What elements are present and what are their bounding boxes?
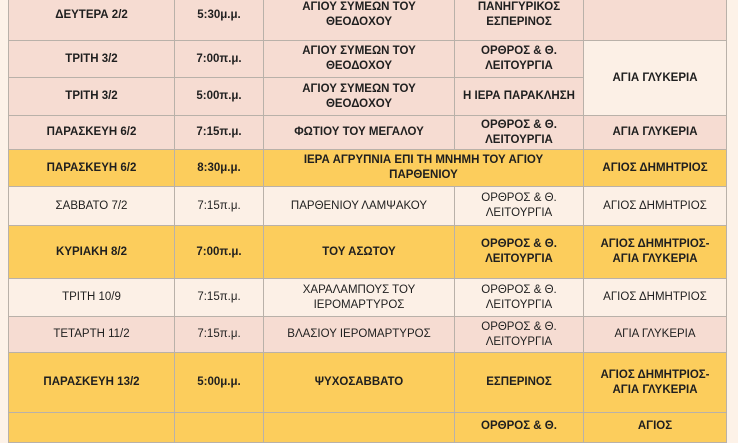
service-cell: Η ΙΕΡΑ ΠΑΡΑΚΛΗΣΗ: [455, 78, 584, 116]
church-text: ΑΓΙΟΣ: [637, 420, 673, 432]
saint-cell: ΠΑΡΘΕΝΙΟΥ ΛΑΜΨΑΚΟΥ: [264, 187, 455, 226]
day-cell: ΤΡΙΤΗ 10/9: [9, 279, 175, 317]
table-row: [9, 187, 727, 226]
saint-cell: ΤΟΥ ΑΣΩΤΟΥ: [264, 226, 455, 279]
table-row: [9, 150, 727, 187]
saint-cell-empty: [264, 413, 455, 443]
day-cell: ΣΑΒΒΑΤΟ 7/2: [9, 187, 175, 226]
service-cell: ΠΑΝΗΓΥΡΙΚΟΣ ΕΣΠΕΡΙΝΟΣ: [455, 0, 584, 41]
service-cell: ΟΡΘΡΟΣ & Θ. ΛΕΙΤΟΥΡΓΙΑ: [455, 279, 584, 317]
saint-cell: ΙΕΡΑ ΑΓΡΥΠΝΙΑ ΕΠΙ ΤΗ ΜΝΗΜΗ ΤΟΥ ΑΓΙΟΥ ΠΑΡΘΕΝΙΟΥ: [264, 150, 584, 187]
service-cell: ΟΡΘΡΟΣ & Θ. ΛΕΙΤΟΥΡΓΙΑ: [455, 317, 584, 353]
saint-cell: ΑΓΙΟΥ ΣΥΜΕΩΝ ΤΟΥ ΘΕΟΔΟΧΟΥ: [264, 78, 455, 116]
service-cell: [455, 413, 584, 443]
table-row: [9, 0, 727, 41]
church-cell-empty: [584, 0, 727, 41]
day-cell: ΤΕΤΑΡΤΗ 11/2: [9, 317, 175, 353]
church-cell: ΑΓΙΟΣ ΔΗΜΗΤΡΙΟΣ: [584, 279, 727, 317]
service-cell: ΟΡΘΡΟΣ & Θ. ΛΕΙΤΟΥΡΓΙΑ: [455, 116, 584, 150]
service-text: ΟΡΘΡΟΣ & Θ.: [481, 420, 557, 432]
time-cell: 5:00μ.μ.: [175, 353, 264, 413]
table-row: [9, 413, 727, 443]
saint-cell: ΑΓΙΟΥ ΣΥΜΕΩΝ ΤΟΥ ΘΕΟΔΟΧΟΥ: [264, 0, 455, 41]
saint-cell: ΑΓΙΟΥ ΣΥΜΕΩΝ ΤΟΥ ΘΕΟΔΟΧΟΥ: [264, 41, 455, 78]
day-cell: ΤΡΙΤΗ 3/2: [9, 78, 175, 116]
day-cell: ΠΑΡΑΣΚΕΥΗ 6/2: [9, 150, 175, 187]
church-cell: ΑΓΙΑ ΓΛΥΚΕΡΙΑ: [584, 116, 727, 150]
saint-cell: ΒΛΑΣΙΟΥ ΙΕΡΟΜΑΡΤΥΡΟΣ: [264, 317, 455, 353]
service-cell: ΟΡΘΡΟΣ & Θ. ΛΕΙΤΟΥΡΓΙΑ: [455, 226, 584, 279]
church-cell: ΑΓΙΟΣ ΔΗΜΗΤΡΙΟΣ- ΑΓΙΑ ΓΛΥΚΕΡΙΑ: [584, 226, 727, 279]
table-row: [9, 317, 727, 353]
day-cell: ΤΡΙΤΗ 3/2: [9, 41, 175, 78]
time-cell: 7:15π.μ.: [175, 187, 264, 226]
table-row: [9, 41, 727, 78]
service-cell: ΟΡΘΡΟΣ & Θ. ΛΕΙΤΟΥΡΓΙΑ: [455, 41, 584, 78]
time-cell: 7:15π.μ.: [175, 279, 264, 317]
schedule-table: [8, 0, 727, 443]
table-row: [9, 116, 727, 150]
table-row: [9, 226, 727, 279]
church-cell: [584, 413, 727, 443]
saint-cell: ΦΩΤΙΟΥ ΤΟΥ ΜΕΓΑΛΟΥ: [264, 116, 455, 150]
service-cell: ΕΣΠΕΡΙΝΟΣ: [455, 353, 584, 413]
day-cell: ΔΕΥΤΕΡΑ 2/2: [9, 0, 175, 41]
day-cell: ΠΑΡΑΣΚΕΥΗ 13/2: [9, 353, 175, 413]
day-cell: ΚΥΡΙΑΚΗ 8/2: [9, 226, 175, 279]
time-cell: 8:30μ.μ.: [175, 150, 264, 187]
church-cell: ΑΓΙΟΣ ΔΗΜΗΤΡΙΟΣ- ΑΓΙΑ ΓΛΥΚΕΡΙΑ: [584, 353, 727, 413]
day-cell: ΠΑΡΑΣΚΕΥΗ 6/2: [9, 116, 175, 150]
time-cell: 5:00π.μ.: [175, 78, 264, 116]
church-cell: ΑΓΙΑ ΓΛΥΚΕΡΙΑ: [584, 41, 727, 116]
time-cell: 7:15π.μ.: [175, 116, 264, 150]
table-row: [9, 279, 727, 317]
time-cell: 7:15π.μ.: [175, 317, 264, 353]
time-cell: 7:00π.μ.: [175, 41, 264, 78]
service-cell: ΟΡΘΡΟΣ & Θ. ΛΕΙΤΟΥΡΓΙΑ: [455, 187, 584, 226]
table-row: [9, 353, 727, 413]
saint-cell: ΨΥΧΟΣΑΒΒΑΤΟ: [264, 353, 455, 413]
day-cell-empty: [9, 413, 175, 443]
church-cell: ΑΓΙΟΣ ΔΗΜΗΤΡΙΟΣ: [584, 187, 727, 226]
time-cell-empty: [175, 413, 264, 443]
church-cell: ΑΓΙΟΣ ΔΗΜΗΤΡΙΟΣ: [584, 150, 727, 187]
saint-cell: ΧΑΡΑΛΑΜΠΟΥΣ ΤΟΥ ΙΕΡΟΜΑΡΤΥΡΟΣ: [264, 279, 455, 317]
time-cell: 5:30μ.μ.: [175, 0, 264, 41]
time-cell: 7:00π.μ.: [175, 226, 264, 279]
church-cell: ΑΓΙΑ ΓΛΥΚΕΡΙΑ: [584, 317, 727, 353]
